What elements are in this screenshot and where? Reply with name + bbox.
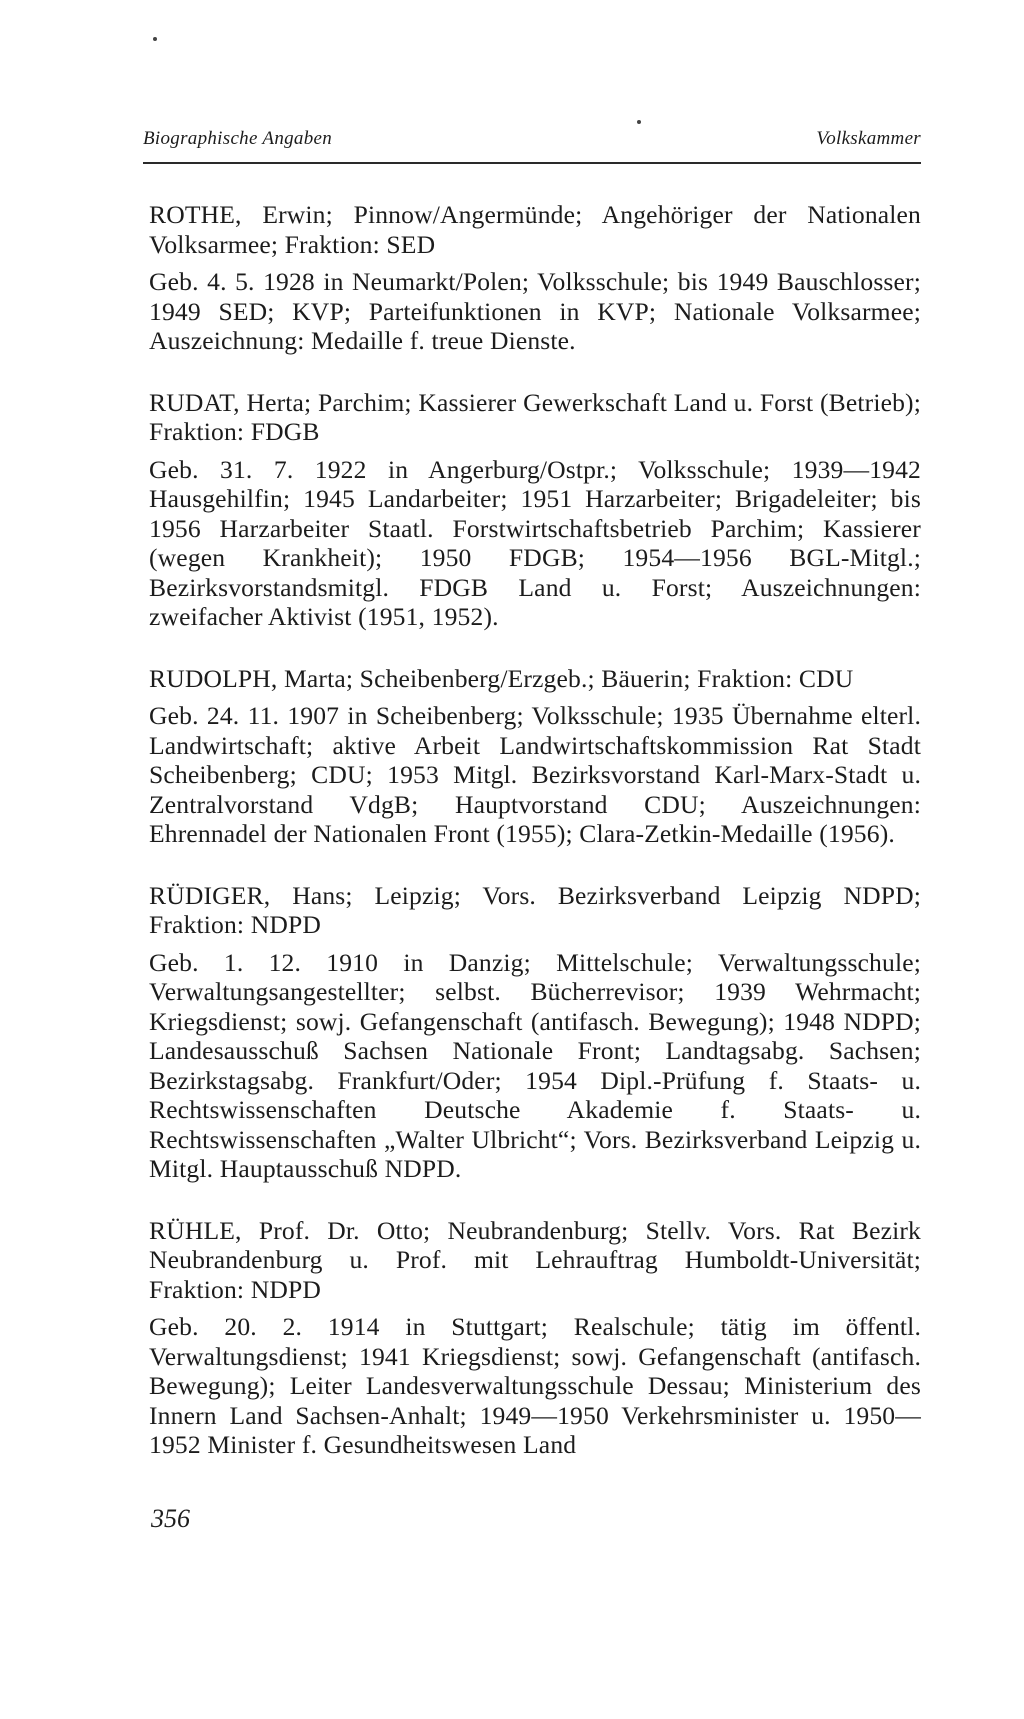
- biography-entry: [149, 881, 921, 1184]
- header-chapter-title: Volkskammer: [816, 128, 921, 149]
- print-speck: [637, 120, 641, 124]
- entry-body: Geb. 24. 11. 1907 in Scheibenberg; Volksschule; 1935 Übernahme elterl. Landwirtschaft; aktive Arbeit Landwirtschaftskommission Rat Stadt Scheibenberg; CDU; 1953 Mitgl. Bezirksvorstand Karl-Marx-Stadt u. Zentralvorstand VdgB; Hauptvorstand CDU; Auszeichnungen: Ehrennadel der Nationalen Front (1955); Clara-Zetkin-Medaille (1956).: [149, 701, 921, 848]
- entry-body: Geb. 20. 2. 1914 in Stuttgart; Realschule; tätig im öffentl. Verwaltungsdienst; 1941 Kriegsdienst; sowj. Gefangenschaft (antifasch. Bewegung); Leiter Landesverwaltungsschule Dessau; Ministerium des Innern Land Sachsen-Anhalt; 1949—1950 Verkehrsminister u. 1950—1952 Minister f. Gesundheitswesen Land: [149, 1312, 921, 1459]
- header-section-title: Biographische Angaben: [143, 128, 333, 149]
- entry-heading: RÜDIGER, Hans; Leipzig; Vors. Bezirksverband Leipzig NDPD; Fraktion: NDPD: [149, 880, 921, 939]
- biography-entry: [149, 388, 921, 632]
- biography-entry: [149, 1216, 921, 1460]
- entry-body: Geb. 31. 7. 1922 in Angerburg/Ostpr.; Volksschule; 1939—1942 Hausgehilfin; 1945 Landarbeiter; 1951 Harzarbeiter; Brigadeleiter; bis 1956 Harzarbeiter Staatl. Forstwirtschaftsbetrieb Parchim; Kassierer (wegen Krankheit); 1950 FDGB; 1954—1956 BGL-Mitgl.; Bezirksvorstandsmitgl. FDGB Land u. Forst; Auszeichnungen: zweifacher Aktivist (1951, 1952).: [149, 454, 921, 631]
- biography-entry: [149, 664, 921, 849]
- entry-heading: ROTHE, Erwin; Pinnow/Angermünde; Angehöriger der Nationalen Volksarmee; Fraktion: SED: [149, 200, 921, 259]
- entry-heading: RUDOLPH, Marta; Scheibenberg/Erzgeb.; Bäuerin; Fraktion: CDU: [149, 663, 854, 693]
- entry-heading: RÜHLE, Prof. Dr. Otto; Neubrandenburg; Stellv. Vors. Rat Bezirk Neubrandenburg u. Prof. mit Lehrauftrag Humboldt-Universität; Fraktion: NDPD: [149, 1215, 921, 1304]
- entry-body: Geb. 4. 5. 1928 in Neumarkt/Polen; Volksschule; bis 1949 Bauschlosser; 1949 SED; KVP; Parteifunktionen in KVP; Nationale Volksarmee; Auszeichnung: Medaille f. treue Dienste.: [149, 267, 921, 355]
- biography-list: [149, 200, 921, 1492]
- running-header: [143, 128, 921, 164]
- print-speck: [153, 37, 157, 41]
- biography-entry: [149, 200, 921, 356]
- entry-heading: RUDAT, Herta; Parchim; Kassierer Gewerkschaft Land u. Forst (Betrieb); Fraktion: FDGB: [149, 387, 921, 446]
- entry-body: Geb. 1. 12. 1910 in Danzig; Mittelschule; Verwaltungsschule; Verwaltungsangestellter; selbst. Bücherrevisor; 1939 Wehrmacht; Kriegsdienst; sowj. Gefangenschaft (antifasch. Bewegung); 1948 NDPD; Landesausschuß Sachsen Nationale Front; Landtagsabg. Sachsen; Bezirkstagsabg. Frankfurt/Oder; 1954 Dipl.-Prüfung f. Staats- u. Rechtswissenschaften Deutsche Akademie f. Staats- u. Rechtswissenschaften „Walter Ulbricht“; Vors. Bezirksverband Leipzig u. Mitgl. Hauptausschuß NDPD.: [149, 947, 921, 1183]
- page-number: 356: [151, 1504, 190, 1533]
